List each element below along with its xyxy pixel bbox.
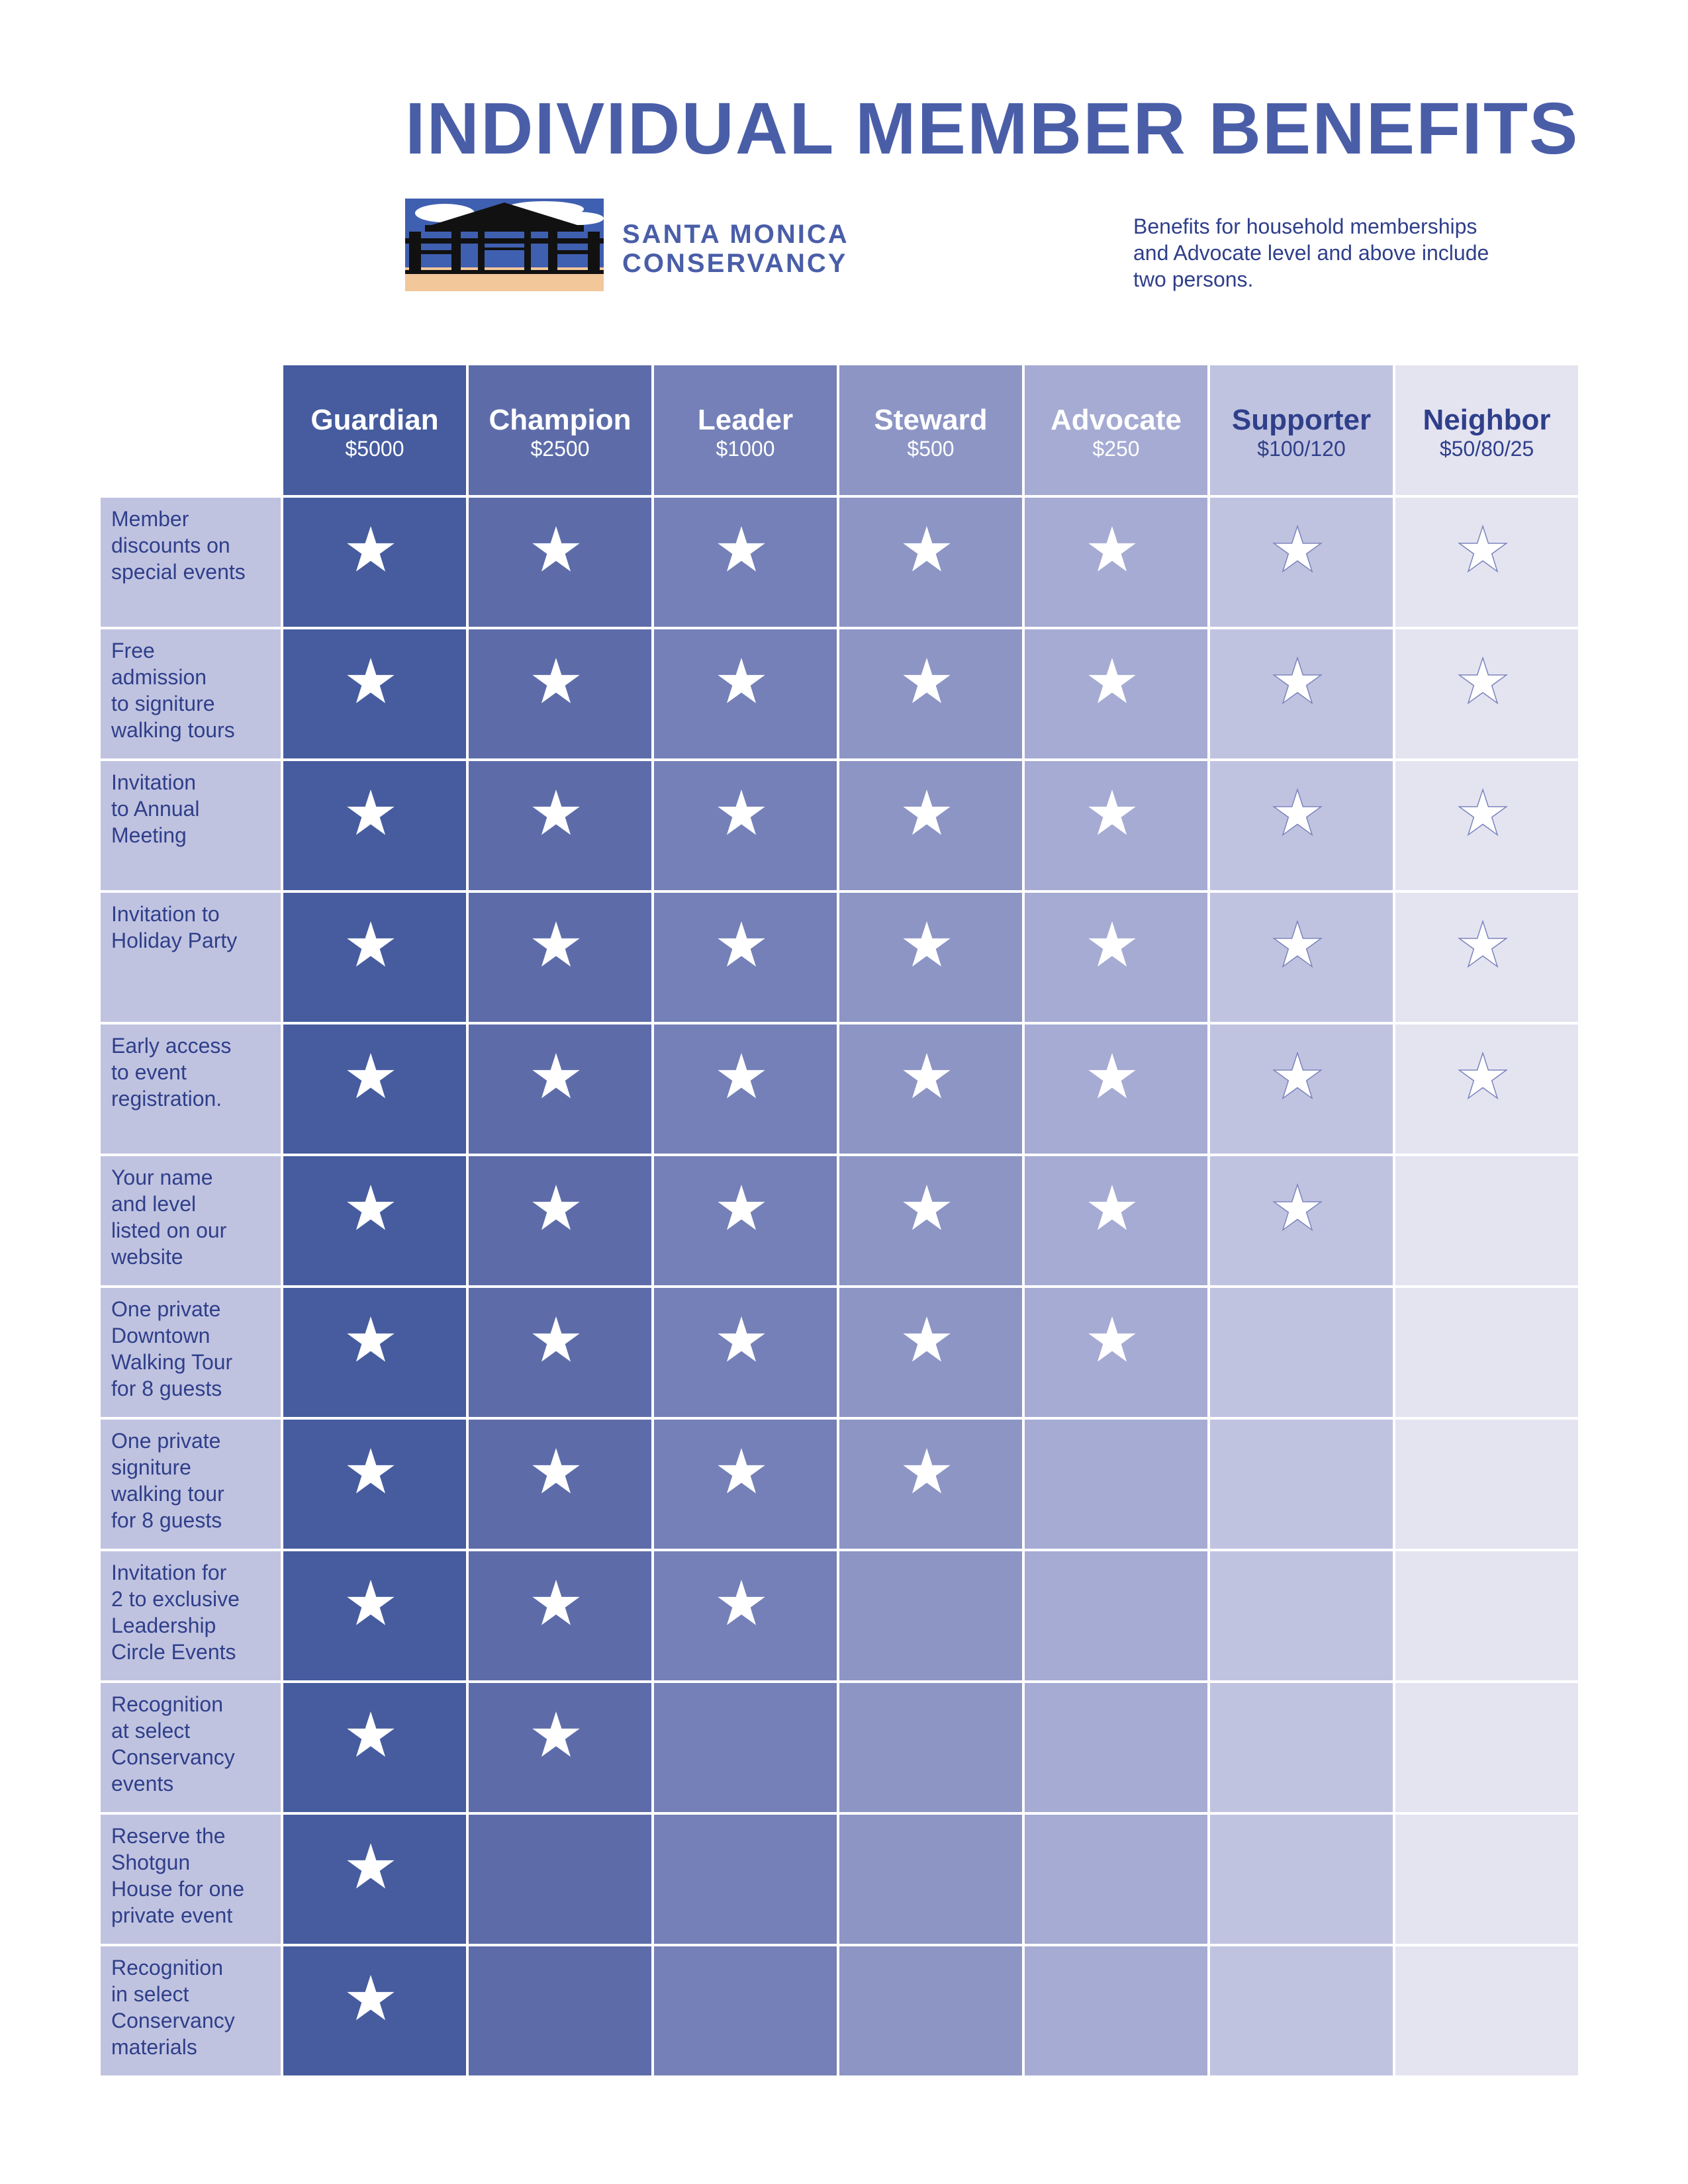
- tier-name: Leader: [697, 404, 794, 436]
- star-icon: [1458, 656, 1508, 706]
- tier-header: [283, 365, 466, 495]
- benefit-cell: [1025, 498, 1207, 627]
- benefit-label-line: Downtown: [111, 1324, 211, 1347]
- tier-price: $5000: [345, 437, 404, 461]
- star-icon: [346, 1051, 396, 1101]
- benefit-label: [101, 1288, 281, 1417]
- benefit-cell: [283, 893, 466, 1022]
- star-icon: [346, 1973, 396, 2023]
- benefit-label-line: private event: [111, 1903, 233, 1927]
- star-icon: [716, 1051, 767, 1101]
- star-icon: [716, 1314, 767, 1365]
- star-icon: [346, 1183, 396, 1233]
- benefit-label: [101, 1946, 281, 2075]
- benefit-cell: [1210, 1288, 1393, 1417]
- benefit-cell: [1395, 761, 1578, 890]
- tier-header: [469, 365, 651, 495]
- benefit-cell: [654, 1156, 837, 1285]
- benefit-cell: [839, 1288, 1022, 1417]
- benefit-label-line: Holiday Party: [111, 929, 238, 952]
- benefit-cell: [283, 1024, 466, 1154]
- benefit-label-line: for 8 guests: [111, 1508, 222, 1532]
- benefit-cell: [1210, 1683, 1393, 1812]
- tier-name: Steward: [874, 404, 988, 436]
- benefit-cell: [1025, 1946, 1207, 2075]
- benefit-cell: [1210, 1815, 1393, 1944]
- benefit-cell: [839, 893, 1022, 1022]
- benefit-cell: [469, 1420, 651, 1549]
- benefit-cell: [283, 1420, 466, 1549]
- benefit-label-line: Invitation to: [111, 902, 220, 926]
- benefit-label-line: Free: [111, 639, 155, 662]
- benefits-table: [101, 365, 1578, 2075]
- star-icon: [902, 1051, 952, 1101]
- benefit-label-line: walking tour: [111, 1482, 224, 1506]
- star-icon: [346, 1709, 396, 1760]
- tier-price: $100/120: [1257, 437, 1346, 461]
- benefit-cell: [654, 761, 837, 890]
- star-icon: [1087, 524, 1137, 574]
- benefit-label-line: special events: [111, 560, 246, 584]
- benefit-cell: [839, 1156, 1022, 1285]
- household-note: [1133, 213, 1597, 293]
- benefit-label-line: to Annual: [111, 797, 200, 821]
- tier-header: [1025, 365, 1207, 495]
- benefit-cell: [839, 498, 1022, 627]
- benefit-label-line: House for one: [111, 1877, 245, 1901]
- benefit-label-line: One private: [111, 1429, 221, 1453]
- star-icon: [346, 1578, 396, 1628]
- benefit-cell: [839, 1683, 1022, 1812]
- tier-name: Neighbor: [1423, 404, 1551, 436]
- benefit-cell: [1025, 1288, 1207, 1417]
- benefit-label: [101, 629, 281, 758]
- benefit-cell: [1025, 761, 1207, 890]
- pergola-icon: [405, 199, 604, 291]
- logo-text: [622, 220, 849, 278]
- star-icon: [531, 1314, 581, 1365]
- star-icon: [1087, 1051, 1137, 1101]
- benefit-label: [101, 893, 281, 1022]
- star-icon: [716, 919, 767, 970]
- benefit-cell: [469, 629, 651, 758]
- benefit-cell: [283, 1551, 466, 1680]
- benefit-label: [101, 1683, 281, 1812]
- benefit-cell: [283, 1288, 466, 1417]
- benefit-cell: [1395, 1420, 1578, 1549]
- benefit-cell: [469, 1551, 651, 1680]
- benefit-cell: [1210, 1551, 1393, 1680]
- benefit-label-line: to signiture: [111, 692, 215, 715]
- star-icon: [1272, 524, 1323, 574]
- benefit-cell: [1210, 629, 1393, 758]
- star-icon: [1272, 1051, 1323, 1101]
- benefit-cell: [839, 1815, 1022, 1944]
- benefit-label-line: Leadership: [111, 1614, 216, 1637]
- tier-price: $50/80/25: [1439, 437, 1534, 461]
- star-icon: [1272, 919, 1323, 970]
- benefit-cell: [654, 629, 837, 758]
- benefit-cell: [1395, 1551, 1578, 1680]
- benefit-cell: [839, 761, 1022, 890]
- tier-price: $500: [907, 437, 955, 461]
- logo-line-2: CONSERVANCY: [622, 249, 848, 278]
- star-icon: [716, 656, 767, 706]
- tier-header: [1395, 365, 1578, 495]
- star-icon: [716, 1446, 767, 1496]
- benefit-label-line: registration.: [111, 1087, 222, 1111]
- benefit-cell: [469, 498, 651, 627]
- star-icon: [1272, 788, 1323, 838]
- benefit-label-line: Meeting: [111, 823, 187, 847]
- benefit-cell: [1395, 1683, 1578, 1812]
- table-corner: [101, 365, 281, 495]
- tier-header: [1210, 365, 1393, 495]
- benefit-cell: [1025, 893, 1207, 1022]
- benefit-cell: [654, 1946, 837, 2075]
- star-icon: [346, 1446, 396, 1496]
- benefit-label: [101, 1551, 281, 1680]
- star-icon: [531, 524, 581, 574]
- benefit-label-line: events: [111, 1772, 174, 1796]
- benefit-cell: [1395, 498, 1578, 627]
- benefit-cell: [1210, 1420, 1393, 1549]
- star-icon: [902, 919, 952, 970]
- benefit-label-line: website: [111, 1245, 183, 1269]
- tier-name: Guardian: [310, 404, 439, 436]
- benefit-cell: [283, 1946, 466, 2075]
- benefit-label-line: Your name: [111, 1165, 213, 1189]
- star-icon: [531, 1183, 581, 1233]
- benefit-cell: [469, 1156, 651, 1285]
- benefit-label-line: Member: [111, 507, 189, 531]
- note-line: two persons.: [1133, 267, 1254, 291]
- benefit-cell: [1210, 498, 1393, 627]
- benefit-cell: [469, 1683, 651, 1812]
- benefit-cell: [1395, 1815, 1578, 1944]
- tier-header: [654, 365, 837, 495]
- benefit-label-line: Reserve the: [111, 1824, 226, 1848]
- benefit-cell: [283, 629, 466, 758]
- benefit-cell: [469, 1024, 651, 1154]
- santa-monica-conservancy-logo: [405, 199, 855, 298]
- benefit-label-line: admission: [111, 665, 207, 689]
- benefit-cell: [283, 1815, 466, 1944]
- benefit-cell: [1395, 893, 1578, 1022]
- benefit-cell: [1210, 1946, 1393, 2075]
- star-icon: [716, 788, 767, 838]
- benefit-label-line: Early access: [111, 1034, 232, 1058]
- benefit-label: [101, 1420, 281, 1549]
- star-icon: [716, 1183, 767, 1233]
- benefit-cell: [1210, 761, 1393, 890]
- tier-name: Advocate: [1050, 404, 1182, 436]
- benefit-label-line: in select: [111, 1982, 189, 2006]
- benefit-label-line: Recognition: [111, 1956, 223, 1979]
- benefit-label-line: walking tours: [111, 718, 235, 742]
- benefit-label-line: materials: [111, 2035, 197, 2059]
- star-icon: [531, 1446, 581, 1496]
- benefit-cell: [283, 1683, 466, 1812]
- benefit-cell: [1025, 629, 1207, 758]
- star-icon: [346, 524, 396, 574]
- benefit-cell: [1395, 1156, 1578, 1285]
- star-icon: [531, 1578, 581, 1628]
- benefit-label-line: signiture: [111, 1455, 191, 1479]
- star-icon: [1087, 1183, 1137, 1233]
- benefit-label-line: to event: [111, 1060, 187, 1084]
- benefit-label-line: Circle Events: [111, 1640, 236, 1664]
- tier-price: $250: [1092, 437, 1140, 461]
- benefit-cell: [1395, 1024, 1578, 1154]
- star-icon: [531, 1709, 581, 1760]
- benefit-cell: [1395, 1946, 1578, 2075]
- benefit-label-line: 2 to exclusive: [111, 1587, 240, 1611]
- star-icon: [531, 919, 581, 970]
- benefit-label: [101, 498, 281, 627]
- page-title: INDIVIDUAL MEMBER BENEFITS: [405, 88, 1579, 169]
- benefit-label-line: at select: [111, 1719, 191, 1743]
- benefit-cell: [469, 1815, 651, 1944]
- benefit-cell: [654, 1551, 837, 1680]
- tier-price: $1000: [716, 437, 775, 461]
- star-icon: [902, 1183, 952, 1233]
- benefit-cell: [839, 1420, 1022, 1549]
- tier-name: Supporter: [1231, 404, 1372, 436]
- star-icon: [346, 1841, 396, 1891]
- star-icon: [1458, 1051, 1508, 1101]
- benefit-label-line: Shotgun: [111, 1850, 191, 1874]
- benefit-cell: [1025, 1815, 1207, 1944]
- benefit-cell: [1395, 1288, 1578, 1417]
- star-icon: [346, 919, 396, 970]
- benefit-cell: [1025, 1683, 1207, 1812]
- star-icon: [346, 1314, 396, 1365]
- benefit-cell: [1395, 629, 1578, 758]
- benefit-cell: [469, 761, 651, 890]
- benefit-cell: [1025, 1551, 1207, 1680]
- tier-header: [839, 365, 1022, 495]
- star-icon: [1458, 524, 1508, 574]
- benefit-cell: [283, 498, 466, 627]
- benefit-cell: [654, 893, 837, 1022]
- star-icon: [531, 656, 581, 706]
- benefit-label-line: Walking Tour: [111, 1350, 233, 1374]
- star-icon: [531, 788, 581, 838]
- star-icon: [716, 524, 767, 574]
- benefit-label-line: Invitation: [111, 770, 197, 794]
- star-icon: [346, 788, 396, 838]
- star-icon: [1272, 1183, 1323, 1233]
- benefit-label-line: listed on our: [111, 1218, 227, 1242]
- benefit-cell: [839, 1946, 1022, 2075]
- benefit-label: [101, 1815, 281, 1944]
- tier-price: $2500: [530, 437, 590, 461]
- benefit-cell: [1210, 893, 1393, 1022]
- benefit-cell: [839, 629, 1022, 758]
- star-icon: [1458, 919, 1508, 970]
- star-icon: [716, 1578, 767, 1628]
- benefit-cell: [654, 1024, 837, 1154]
- benefit-label-line: and level: [111, 1192, 197, 1216]
- star-icon: [1087, 919, 1137, 970]
- benefit-label-line: for 8 guests: [111, 1377, 222, 1400]
- benefit-cell: [283, 761, 466, 890]
- benefit-label-line: discounts on: [111, 533, 230, 557]
- benefit-cell: [654, 1815, 837, 1944]
- star-icon: [902, 524, 952, 574]
- benefit-label: [101, 761, 281, 890]
- benefit-cell: [654, 1288, 837, 1417]
- star-icon: [1458, 788, 1508, 838]
- benefit-cell: [839, 1551, 1022, 1680]
- benefit-cell: [654, 498, 837, 627]
- benefit-cell: [654, 1420, 837, 1549]
- benefit-cell: [283, 1156, 466, 1285]
- benefit-cell: [1210, 1156, 1393, 1285]
- benefit-cell: [469, 1288, 651, 1417]
- note-line: and Advocate level and above include: [1133, 241, 1489, 265]
- benefit-label: [101, 1156, 281, 1285]
- benefit-cell: [1025, 1420, 1207, 1549]
- star-icon: [531, 1051, 581, 1101]
- benefit-label-line: Conservancy: [111, 1745, 235, 1769]
- note-line: Benefits for household memberships: [1133, 214, 1477, 238]
- star-icon: [346, 656, 396, 706]
- benefit-label-line: Recognition: [111, 1692, 223, 1716]
- star-icon: [902, 1446, 952, 1496]
- benefit-cell: [1210, 1024, 1393, 1154]
- star-icon: [902, 1314, 952, 1365]
- star-icon: [1087, 1314, 1137, 1365]
- star-icon: [902, 656, 952, 706]
- benefit-label-line: Conservancy: [111, 2009, 235, 2032]
- star-icon: [1087, 788, 1137, 838]
- benefit-cell: [1025, 1156, 1207, 1285]
- benefit-cell: [1025, 1024, 1207, 1154]
- benefit-label-line: One private: [111, 1297, 221, 1321]
- benefit-label: [101, 1024, 281, 1154]
- benefit-label-line: Invitation for: [111, 1561, 227, 1584]
- star-icon: [902, 788, 952, 838]
- logo-line-1: SANTA MONICA: [622, 220, 849, 249]
- star-icon: [1272, 656, 1323, 706]
- star-icon: [1087, 656, 1137, 706]
- tier-name: Champion: [489, 404, 632, 436]
- benefit-cell: [469, 893, 651, 1022]
- benefit-cell: [469, 1946, 651, 2075]
- benefit-cell: [839, 1024, 1022, 1154]
- benefit-cell: [654, 1683, 837, 1812]
